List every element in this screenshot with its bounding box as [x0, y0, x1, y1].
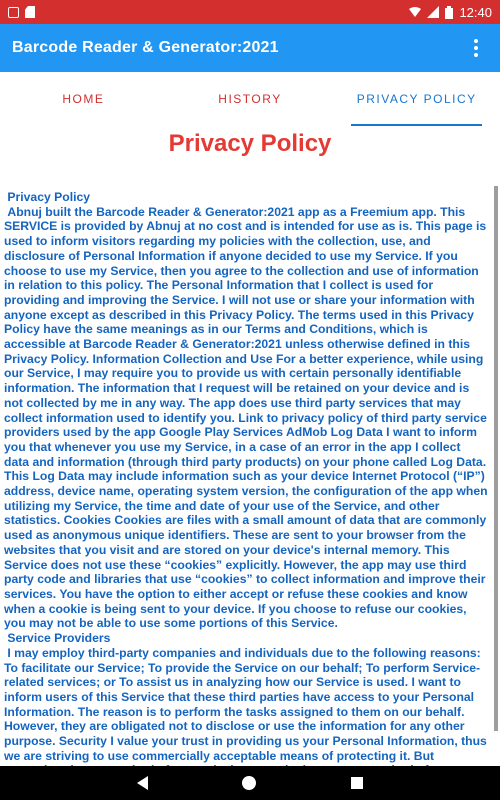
battery-icon — [445, 6, 453, 19]
tab-privacy-policy[interactable]: PRIVACY POLICY — [333, 72, 500, 126]
signal-icon — [427, 6, 439, 18]
recents-icon[interactable] — [351, 777, 363, 789]
tab-bar — [0, 72, 500, 126]
sd-card-icon — [25, 6, 35, 18]
overflow-menu-icon[interactable] — [464, 36, 488, 60]
clock: 12:40 — [459, 4, 492, 20]
notification-icon — [8, 7, 19, 18]
status-bar — [0, 0, 500, 24]
back-icon[interactable] — [137, 776, 148, 790]
system-nav-bar — [0, 766, 500, 800]
status-right-icons — [409, 5, 492, 20]
policy-text: Privacy Policy Abnuj built the Barcode Reader & Generator:2021 app as a Freemium app. This SERVICE is provided by Abnuj at no cost and is intended for use as is. This page is used to inform visitors regarding my policies with the collection, use, and disclosure of Personal Information if anyone decided to use my Service. If you choose to use my Service, then you agree to the collection and use of information in relation to this policy. The Personal Information that I collect is used for providing and improving the Service. I will not use or share your information with anyone except as described in this Privacy Policy. The terms used in this Privacy Policy have the same meanings as in our Terms and Conditions, which is accessible at Barcode Reader & Generator:2021 unless otherwise defined in this Privacy Policy. Information Collection and Use For a better experience, while using our Service, I may require you to provide us with certain personally identifiable information. The information that I request will be retained on your device and is not collected by me in any way. The app does use third party services that may collect information used to identify you. Link to privacy policy of third party service providers used by the app Google Play Services AdMob Log Data I want to inform you that whenever you use my Service, in a case of an error in the app I collect data and information (through third party products) on your phone called Log Data. This Log Data may include information such as your device Internet Protocol (“IP”) address, device name, operating system version, the configuration of the app when utilizing my Service, the time and date of your use of the Service, and other statistics. Cookies Cookies are files with a small amount of data that are commonly used as anonymous unique identifiers. These are sent to your browser from the websites that you visit and are stored on your device's internal memory. This Service does not use these “cookies” explicitly. However, the app may use third party code and libraries that use “cookies” to collect information and improve their services. You have the option to either accept or refuse these cookies and know when a cookie is being sent to your device. If you choose to refuse our cookies, you may not be able to use some portions of this Service. Service Providers I may employ third-party companies and individuals due to the following reasons: To facilitate our Service; To provide the Service on our behalf; To perform Service-related services; or To assist us in analyzing how our Service is used. I want to inform users of this Service that these third parties have access to your Personal Information. The reason is to perform the tasks assigned to them on our behalf. However, they are obligated not to disclose or use the information for any other purpose. Security I value your trust in providing us your Personal Information, thus we are striving to use commercially acceptable means of protecting it. But — [4, 190, 488, 763]
home-icon[interactable] — [242, 776, 256, 790]
scrollbar-thumb[interactable] — [494, 186, 498, 731]
app-title: Barcode Reader & Generator:2021 — [12, 39, 279, 56]
tab-history[interactable]: HISTORY — [218, 92, 282, 106]
status-left-icons — [8, 6, 35, 18]
wifi-icon — [409, 6, 421, 18]
policy-scroll-area[interactable] — [4, 190, 494, 764]
page-title: Privacy Policy — [168, 130, 332, 157]
tab-home[interactable]: HOME — [62, 92, 105, 106]
app-bar — [0, 24, 500, 72]
